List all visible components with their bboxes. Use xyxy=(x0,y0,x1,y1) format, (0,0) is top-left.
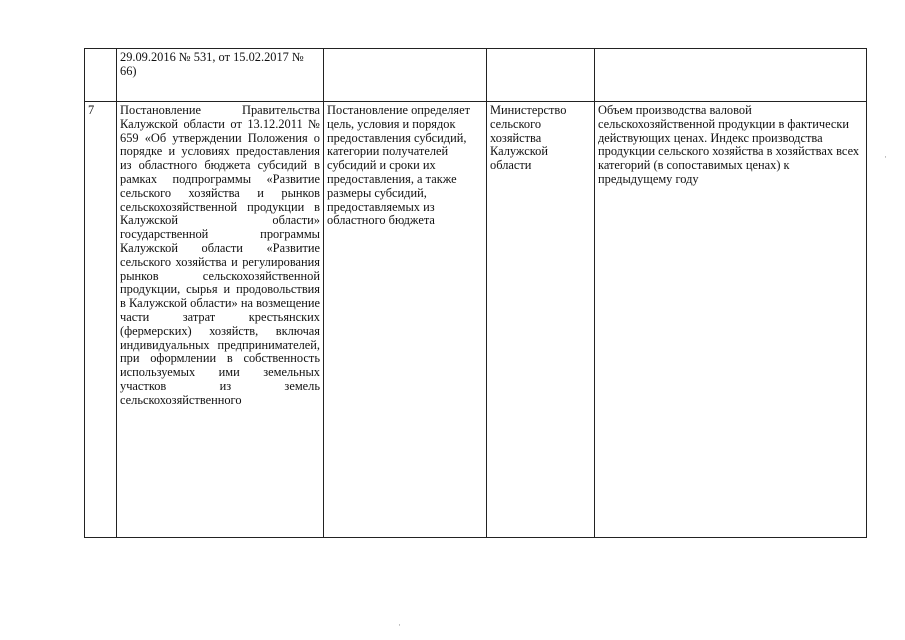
indicators-cell xyxy=(595,49,867,102)
description-cell xyxy=(324,102,487,538)
indicators-cell xyxy=(595,102,867,538)
document-table xyxy=(84,48,867,538)
row-number-text: 7 xyxy=(88,103,95,117)
description-text: Постановление определяет цель, условия и порядок предоставления субсидий, категории получателей субсидий и сроки их предоставления, а также размеры субсидий, предоставляемых из областного бюджета xyxy=(327,103,471,228)
indicators-text: Объем производства валовой сельскохозяйственной продукции в фактически действующих ценах. Индекс производства продукции сельского хозяйства в хозяйствах всех категорий (в сопоставимых ценах) к предыдущему году xyxy=(598,103,860,186)
executor-text: Министерство сельского хозяйства Калужской области xyxy=(490,103,567,173)
executor-cell xyxy=(487,49,595,102)
executor-cell xyxy=(487,102,595,538)
legal-act-cell xyxy=(117,49,324,102)
legal-act-text: Постановление Правительства Калужской области от 13.12.2011 № 659 «Об утверждении Положения о порядке и условиях предоставления из областного бюджета субсидий в рамках подпрограммы «Развитие сельского хозяйства и рынков сельскохозяйственной продукции в Калужской области» государственной программы Калужской области «Развитие сельского хозяйства и регулирования рынков сельскохозяйственной продукции, сырья и продовольствия в Калужской области» на возмещение части затрат крестьянских (фермерских) хозяйств, включая индивидуальных предпринимателей, при оформлении в собственность используемых ими земельных участков из земель сельскохозяйственного xyxy=(120,103,320,407)
table-row-7 xyxy=(85,102,867,538)
row-number-cell xyxy=(85,49,117,102)
scan-speck: · xyxy=(884,152,887,162)
scan-speck: · xyxy=(398,620,401,630)
description-cell xyxy=(324,49,487,102)
row-number-cell xyxy=(85,102,117,538)
legal-act-cell xyxy=(117,102,324,538)
legal-act-text: 29.09.2016 № 531, от 15.02.2017 № 66) xyxy=(120,50,304,78)
table-row-continued xyxy=(85,49,867,102)
